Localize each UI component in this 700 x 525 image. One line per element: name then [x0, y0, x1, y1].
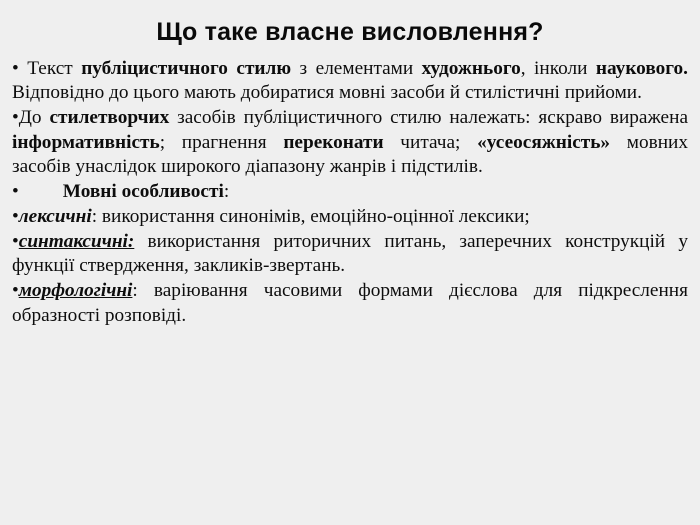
bullet-marker-4: • [12, 205, 19, 227]
run-bold: переконати [283, 131, 384, 153]
paragraph-3 [12, 180, 688, 204]
run-text: ; прагнення [159, 131, 284, 153]
page-title: Що таке власне висловлення? [156, 18, 544, 46]
run-bold: публіцистичного стилю [81, 58, 292, 79]
bullet-marker-5: • [12, 230, 19, 252]
run-text: : варіювання часовими формами дієслова для підкреслення образності розповіді. [12, 280, 688, 326]
run-text: засобів публіцистичного стилю належать: яскраво виражена [169, 107, 688, 129]
run-bold-italic-underline: морфологічні [18, 280, 133, 302]
run-bold: «усеосяжність» [477, 131, 611, 153]
paragraph-6 [12, 279, 688, 328]
paragraph-5 [12, 230, 688, 279]
slide-body [12, 57, 688, 328]
run-bold-italic-underline: синтаксичні: [18, 230, 135, 252]
paragraph-4 [12, 205, 688, 229]
run-bold: художнього [421, 58, 521, 79]
run-text: До [18, 107, 50, 129]
run-bold: стилетворчих [49, 107, 170, 129]
run-bold: інформативність [12, 131, 160, 153]
run-text: Текст [27, 58, 82, 79]
paragraph-1 [12, 57, 688, 106]
run-text: мовних засобів унаслідок широкого діапазону жанрів і підстилів. [12, 131, 689, 178]
bullet-marker-1: • [12, 58, 28, 79]
run-text: використання риторичних питань, заперечних конструкцій у функції ствердження, закликів-звертань. [12, 230, 688, 277]
run-text: з елементами [291, 58, 422, 79]
run-bold: наукового. [595, 58, 688, 79]
bullet-marker-2: • [12, 107, 19, 129]
paragraph-2 [12, 106, 688, 179]
run-bold: Мовні особливості [62, 181, 224, 203]
run-text: : використання синонімів, емоційно-оцінної лексики; [91, 205, 530, 227]
run-text: читача; [383, 131, 478, 153]
run-text: Відповідно до цього мають добиратися мовні засоби й стилістичні прийоми. [12, 82, 642, 104]
run-bold-italic: лексичні [18, 205, 92, 227]
bullet-marker-6: • [12, 280, 19, 302]
run-text: : [223, 181, 230, 203]
bullet-marker-3: • [12, 181, 19, 203]
run-text: , інколи [520, 58, 596, 79]
